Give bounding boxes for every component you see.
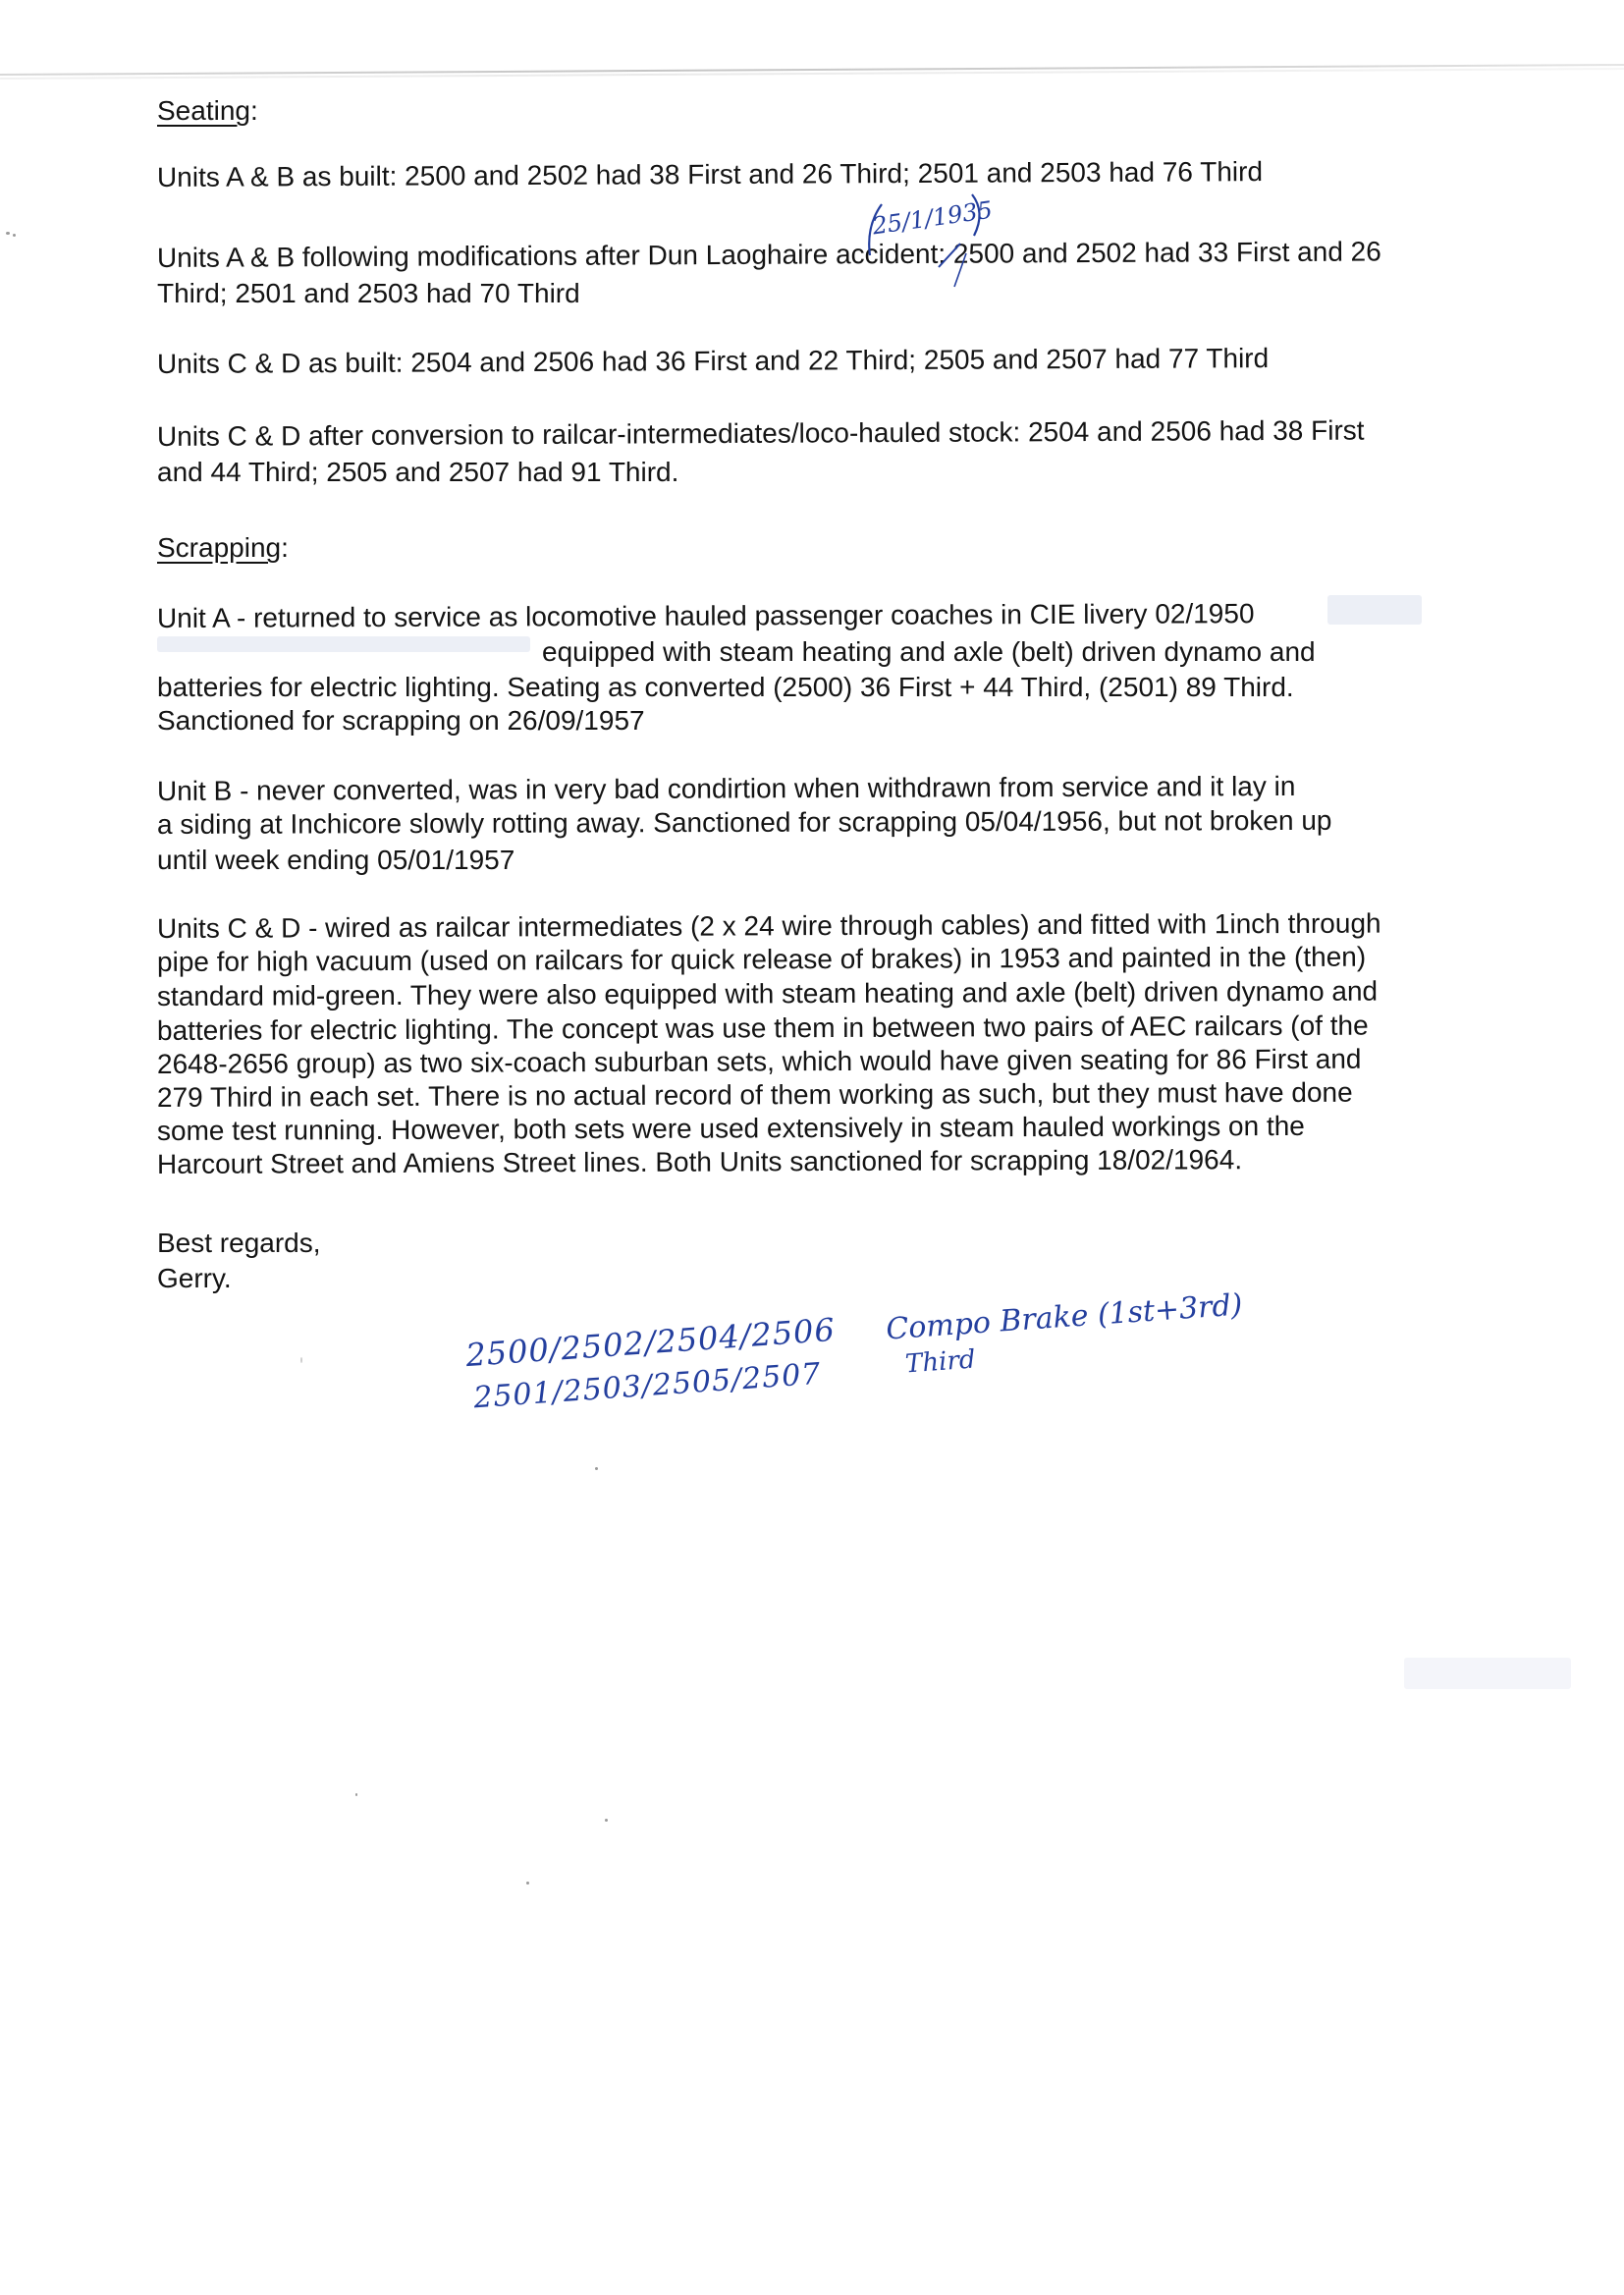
units-cd-line-2: pipe for high vacuum (used on railcars for quick release of brakes) in 1953 and painted in the (then) (156, 941, 1367, 977)
handwritten-row1-numbers: 2500/2502/2504/2506 (464, 1310, 837, 1375)
scan-smudge (1404, 1658, 1571, 1689)
scan-speck (300, 1357, 302, 1363)
seating-paragraph-2-line-1: Units A & B following modifications after Dun Laoghaire accident: 2500 and 2502 had 33 First and 26 (156, 236, 1381, 273)
closing-regards: Best regards, (157, 1228, 321, 1258)
handwritten-date-note: 25/1/1935 (870, 195, 995, 241)
seating-paragraph-2-line-2: Third; 2501 and 2503 had 70 Third (157, 278, 580, 308)
scan-speck (355, 1793, 357, 1796)
handwritten-row2-label: Third (904, 1344, 977, 1380)
unit-b-line-1: Unit B - never converted, was in very bad condirtion when withdrawn from service and it lay in (156, 770, 1296, 806)
units-cd-line-4: batteries for electric lighting. The concept was use them in between two pairs of AEC railcars (of the (156, 1010, 1369, 1046)
units-cd-line-1: Units C & D - wired as railcar intermediates (2 x 24 wire through cables) and fitted with 1inch through (156, 907, 1381, 944)
scan-speck (13, 234, 16, 237)
scan-smudge (1327, 595, 1422, 625)
scan-speck (526, 1882, 529, 1885)
units-cd-line-8: Harcourt Street and Amiens Street lines. Both Units sanctioned for scrapping 18/02/1964. (156, 1144, 1243, 1179)
seating-paragraph-1: Units A & B as built: 2500 and 2502 had 38 First and 26 Third; 2501 and 2503 had 76 Third (156, 156, 1264, 192)
units-cd-line-6: 279 Third in each set. There is no actual record of them working as such, but they must have done (156, 1076, 1353, 1113)
seating-heading (157, 93, 258, 128)
unit-a-line-1: Unit A - returned to service as locomotive hauled passenger coaches in CIE livery 02/1950 (156, 598, 1255, 633)
seating-paragraph-4-line-1: Units C & D after conversion to railcar-intermediates/loco-hauled stock: 2504 and 2506 had 38 First (156, 414, 1365, 452)
handwritten-row1-label: Compo Brake (1st+3rd) (885, 1287, 1244, 1347)
unit-a-line-4: Sanctioned for scrapping on 26/09/1957 (157, 705, 645, 736)
seating-paragraph-3: Units C & D as built: 2504 and 2506 had 36 First and 22 Third; 2505 and 2507 had 77 Third (156, 343, 1270, 379)
unit-b-line-2: a siding at Inchicore slowly rotting away. Sanctioned for scrapping 05/04/1956, but not broken up (156, 804, 1332, 840)
scrapping-heading-colon: : (281, 532, 289, 563)
units-cd-line-3: standard mid-green. They were also equipped with steam heating and axle (belt) driven dynamo and (156, 975, 1379, 1011)
unit-b-line-3: until week ending 05/01/1957 (157, 845, 515, 875)
handwritten-row2-numbers: 2501/2503/2505/2507 (472, 1356, 823, 1416)
units-cd-line-7: some test running. However, both sets were used extensively in steam hauled workings on the (156, 1110, 1305, 1146)
seating-paragraph-4-line-2: and 44 Third; 2505 and 2507 had 91 Third. (157, 457, 679, 487)
seating-heading-text: Seating (157, 95, 250, 126)
scan-speck (6, 232, 10, 235)
seating-heading-colon: : (249, 95, 258, 126)
unit-a-line-3: batteries for electric lighting. Seating as converted (2500) 36 First + 44 Third, (2501) 89 Third. (157, 672, 1294, 702)
scan-speck (605, 1819, 608, 1822)
scan-smudge (157, 636, 530, 652)
units-cd-line-5: 2648-2656 group) as two six-coach suburban sets, which would have given seating for 86 First and (156, 1043, 1362, 1079)
scrapping-heading (157, 530, 289, 565)
scan-speck (595, 1467, 598, 1470)
closing-signature: Gerry. (157, 1263, 232, 1293)
unit-a-line-2: equipped with steam heating and axle (belt) driven dynamo and (542, 636, 1316, 667)
scrapping-heading-text: Scrapping (157, 532, 282, 563)
